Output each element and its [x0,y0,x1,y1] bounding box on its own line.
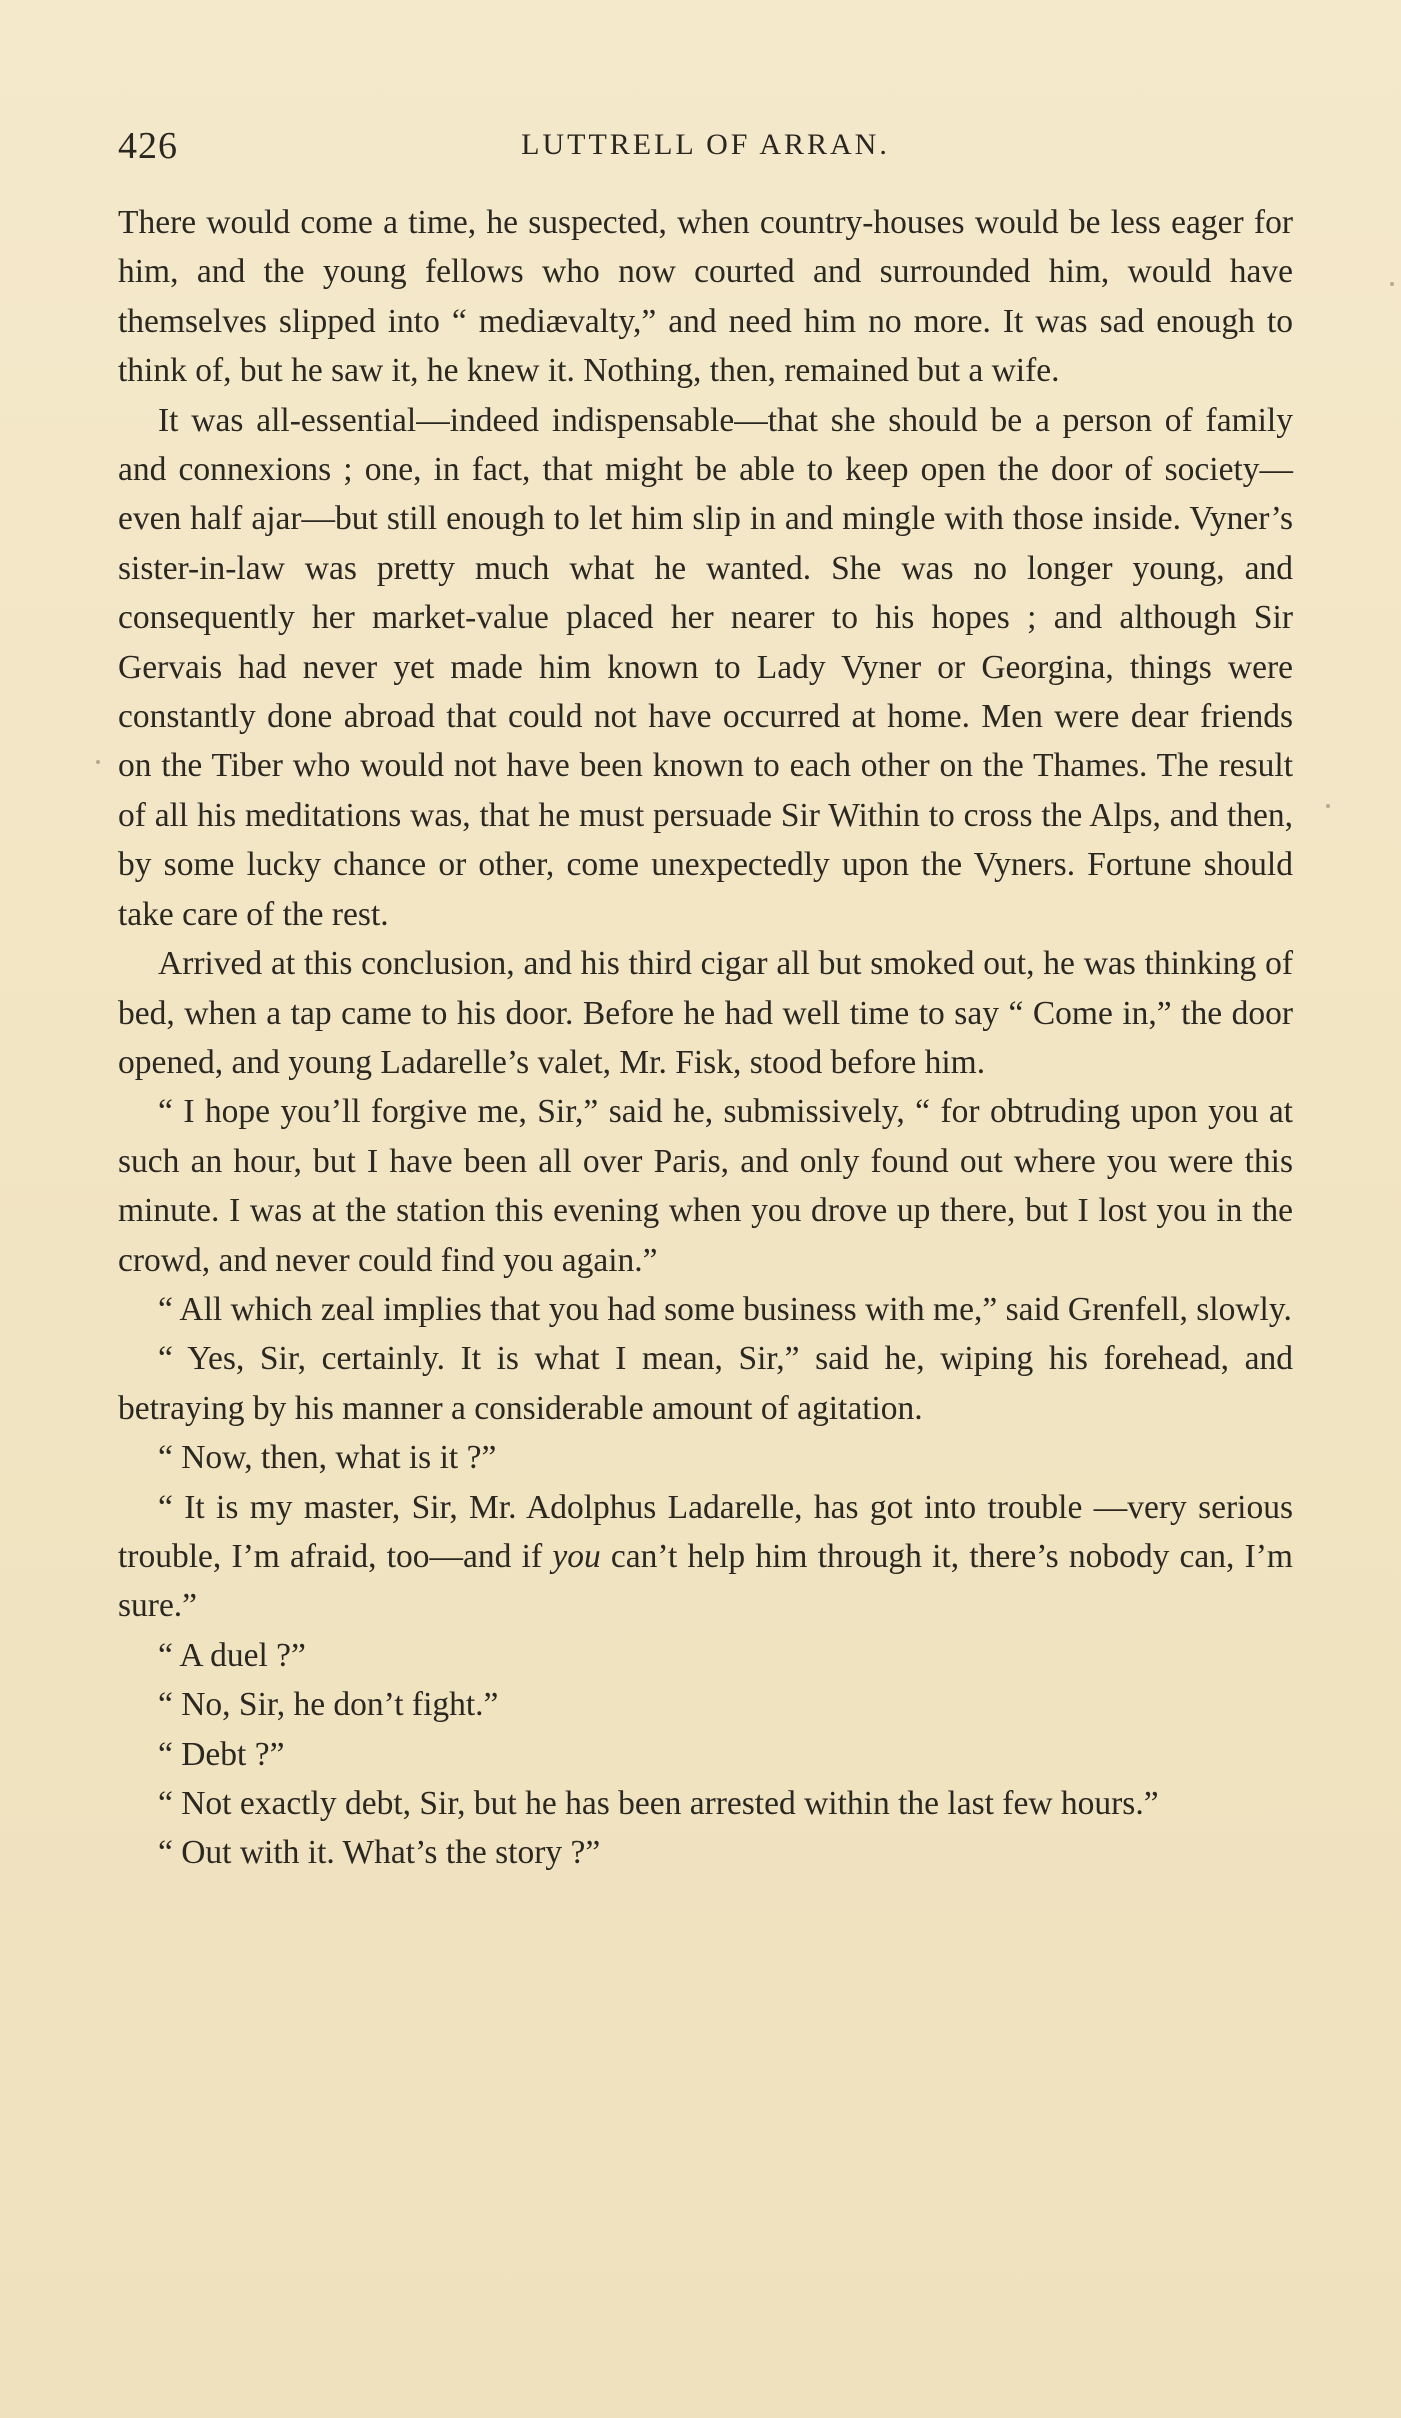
paragraph: “ Out with it. What’s the story ?” [158,1834,601,1872]
body-text [118,198,1293,1878]
paragraph: “ All which zeal implies that you had some business with me,” said Grenfell, slowly. [158,1290,1292,1328]
paragraph: “ I hope you’ll forgive me, Sir,” said he, submissively, “ for obtruding upon you at such an hour, but I have been all over Paris, and only found out where you were this minute. I was at the station this evening when you drove up there, but I lost you in the crowd, and never could find you again.” [118,1093,1293,1279]
paragraph: “ A duel ?” [158,1636,306,1674]
paper-speck [1326,804,1330,808]
paragraph: “ Debt ?” [158,1735,285,1773]
paragraph-text: “ It is my master, Sir, Mr. Adolphus Ladarelle, has got into trouble —very serious trouble, I’m afraid, too—and if [118,1488,1293,1575]
emphasized-word: you [552,1537,601,1575]
page-header [118,124,1293,174]
paragraph-text: can’t help him through it, there’s nobody can, I’m sure.” [118,1537,1293,1625]
paper-speck [1390,282,1394,286]
paragraph [118,1483,1293,1631]
paragraph: There would come a time, he suspected, when country-houses would be less eager for him, and the young fellows who now courted and surrounded him, would have themselves slipped into “ mediævalty,” and need him no more. It was sad enough to think of, but he saw it, he knew it. Nothing, then, remained but a wife. [118,204,1293,390]
paragraph: “ Now, then, what is it ?” [158,1439,497,1477]
paragraph: It was all-essential—indeed indispensable—that she should be a person of family and connexions ; one, in fact, that might be able to keep open the door of society—even half ajar—but still enough to let him slip in and mingle with those inside. Vyner’s sister-in-law was pretty much what he wanted. She was no longer young, and consequently her market-value placed her nearer to his hopes ; and although Sir Gervais had never yet made him known to Lady Vyner or Georgina, things were constantly done abroad that could not have occurred at home. Men were dear friends on the Tiber who would not have been known to each other on the Thames. The result of all his meditations was, that he must persuade Sir Within to cross the Alps, and then, by some lucky chance or other, come unexpectedly upon the Vyners. Fortune should take care of the rest. [118,401,1293,933]
paragraph: Arrived at this conclusion, and his third cigar all but smoked out, he was thinking of bed, when a tap came to his door. Before he had well time to say “ Come in,” the door opened, and young Ladarelle’s valet, Mr. Fisk, stood before him. [118,945,1293,1081]
page-number: 426 [118,125,178,167]
paragraph: “ No, Sir, he don’t fight.” [158,1686,499,1724]
paragraph: “ Not exactly debt, Sir, but he has been arrested within the last few hours.” [158,1785,1159,1822]
paper-speck [96,760,100,764]
running-title: LUTTRELL OF ARRAN. [521,128,890,161]
paragraph: “ Yes, Sir, certainly. It is what I mean, Sir,” said he, wiping his forehead, and betraying by his manner a considerable amount of agitation. [118,1340,1293,1427]
